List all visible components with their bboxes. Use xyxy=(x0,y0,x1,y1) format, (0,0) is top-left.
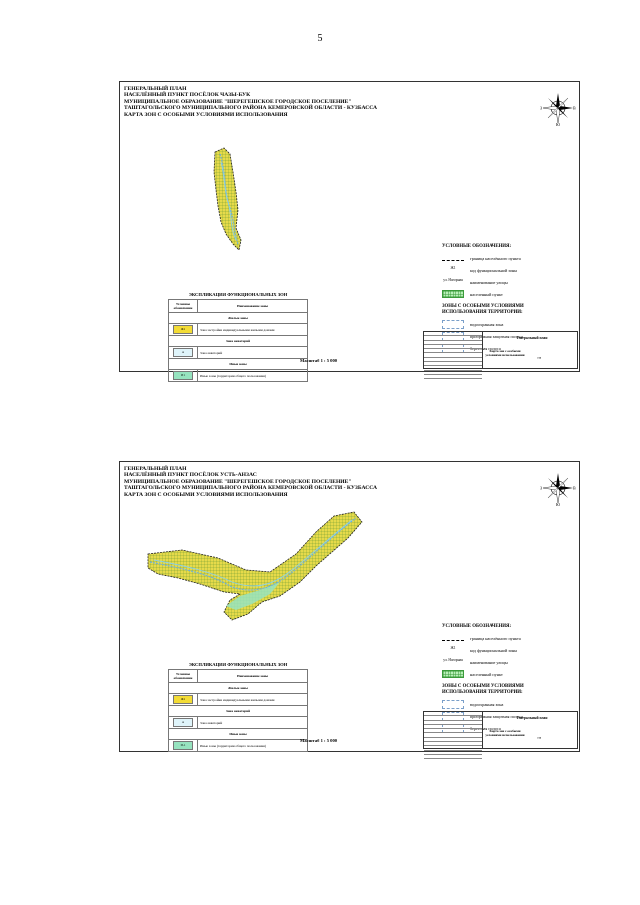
explication-title: ЭКСПЛИКАЦИЯ ФУНКЦИОНАЛЬНЫХ ЗОН xyxy=(188,662,288,667)
legend-item xyxy=(442,668,562,680)
legend-label: береговая полоса xyxy=(470,345,501,351)
section-label: Зона акваторий xyxy=(169,706,308,717)
explication-title: ЭКСПЛИКАЦИЯ ФУНКЦИОНАЛЬНЫХ ЗОН xyxy=(188,292,288,297)
zones-title: ЗОНЫ С ОСОБЫМИ УСЛОВИЯМИ ИСПОЛЬЗОВАНИЯ ТЕРРИТОРИИ: xyxy=(442,684,524,695)
legend-item xyxy=(442,644,562,656)
zone-name: Зона акваторий xyxy=(198,717,308,729)
zone-swatch: А xyxy=(173,718,193,727)
title-line: НАСЕЛЁННЫЙ ПУНКТ ПОСЁЛОК УСТЬ-АНЗАС xyxy=(124,472,257,479)
compass-west: З xyxy=(540,485,543,491)
title-line: НАСЕЛЁННЫЙ ПУНКТ ПОСЁЛОК ЧАЗЫ-БУК xyxy=(124,92,251,99)
settlement-grid-icon xyxy=(442,290,464,298)
table-row xyxy=(169,729,308,740)
table-row xyxy=(169,717,308,729)
title-stamp xyxy=(423,331,578,369)
explication-table xyxy=(168,669,308,752)
legend-label: наименование улицы xyxy=(470,659,508,665)
legend-label: прибрежная защитная полоса xyxy=(470,333,523,339)
compass-west: З xyxy=(540,105,543,111)
table-row xyxy=(169,359,308,370)
title-line: ГЕНЕРАЛЬНЫЙ ПЛАН xyxy=(124,86,187,92)
legend-label: код функциональной зоны xyxy=(470,647,518,653)
col-code-header: Условное обозначение xyxy=(169,300,198,313)
map-scale: Масштаб 1 : 5 000 xyxy=(300,358,338,363)
water-protection-icon xyxy=(442,700,464,709)
street-name-icon: ул. Нагорная xyxy=(443,658,463,662)
settlement-territory xyxy=(148,512,362,620)
stamp-signature-grid xyxy=(424,712,483,749)
title-line: ТАШТАГОЛЬСКОГО МУНИЦИПАЛЬНОГО РАЙОНА КЕМЕРОВСКОЙ ОБЛАСТИ - КУЗБАССА xyxy=(124,485,378,492)
map-sheet-ust-anzas xyxy=(119,461,580,752)
boundary-line-icon xyxy=(442,260,464,261)
section-label: Жилые зоны xyxy=(169,683,308,694)
zone-swatch: И1 xyxy=(173,371,193,380)
explication xyxy=(168,292,308,382)
stamp-number: 7/8 xyxy=(537,356,542,360)
legend-label: прибрежная защитная полоса xyxy=(470,713,523,719)
legend-item xyxy=(442,252,562,264)
explication-table xyxy=(168,299,308,382)
zone-swatch: И-1 xyxy=(173,741,193,750)
legend-title: УСЛОВНЫЕ ОБОЗНАЧЕНИЯ: xyxy=(442,624,512,629)
title-line: ГЕНЕРАЛЬНЫЙ ПЛАН xyxy=(124,466,187,472)
compass-east: В xyxy=(573,105,576,111)
legend-item xyxy=(442,276,562,288)
title-line: МУНИЦИПАЛЬНОЕ ОБРАЗОВАНИЕ "ШЕРЕГЕШСКОЕ ГОРОДСКОЕ ПОСЕЛЕНИЕ" xyxy=(124,478,352,485)
title-line: КАРТА ЗОН С ОСОБЫМИ УСЛОВИЯМИ ИСПОЛЬЗОВАНИЯ xyxy=(124,491,288,498)
legend-item xyxy=(442,288,562,300)
zone-code-icon: Ж1 xyxy=(450,646,456,650)
zone-name: Зона застройки индивидуальными жилыми домами xyxy=(198,694,308,706)
settlement-grid-icon xyxy=(442,670,464,678)
map-title xyxy=(124,466,377,498)
legend-label: граница населённого пункта xyxy=(470,255,521,261)
table-row xyxy=(169,740,308,752)
map-title xyxy=(124,86,377,118)
zone-swatch: Ж1 xyxy=(173,695,193,704)
table-row xyxy=(169,324,308,336)
water-protection-icon xyxy=(442,320,464,329)
compass-east: В xyxy=(573,485,576,491)
legend-label: водоохранная зона xyxy=(470,701,504,707)
table-row xyxy=(169,683,308,694)
legend-label: наименование улицы xyxy=(470,279,508,285)
legend-label: населенный пункт xyxy=(470,671,503,677)
stamp-number: 7/8 xyxy=(537,736,542,740)
zone-name: Зона акваторий xyxy=(198,347,308,359)
table-row xyxy=(169,706,308,717)
col-name-header: Наименование зоны xyxy=(198,670,308,683)
map-scale: Масштаб 1 : 5 000 xyxy=(300,738,338,743)
map-sheet-chazy-buk xyxy=(119,81,580,378)
zone-name: Иные зоны (территории общего пользования) xyxy=(198,740,308,752)
legend-label: населенный пункт xyxy=(470,291,503,297)
zone-swatch: А xyxy=(173,348,193,357)
legend-label: береговая полоса xyxy=(470,725,501,731)
zone-code-icon: Ж1 xyxy=(450,266,456,270)
legend-item xyxy=(442,632,562,644)
table-row xyxy=(169,300,308,313)
compass-rose-icon xyxy=(540,90,576,126)
zone-swatch: Ж1 xyxy=(173,325,193,334)
legend-label: код функциональной зоны xyxy=(470,267,518,273)
stamp-name: Генеральный план xyxy=(516,336,548,340)
compass-rose-icon xyxy=(540,470,576,506)
zones-title: ЗОНЫ С ОСОБЫМИ УСЛОВИЯМИ ИСПОЛЬЗОВАНИЯ ТЕРРИТОРИИ: xyxy=(442,304,524,315)
legend-zone xyxy=(442,318,562,330)
boundary-line-icon xyxy=(442,640,464,641)
legend-label: водоохранная зона xyxy=(470,321,504,327)
compass-south: Ю xyxy=(556,502,561,506)
col-code-header: Условное обозначение xyxy=(169,670,198,683)
compass-south: Ю xyxy=(556,122,561,126)
legend-title: УСЛОВНЫЕ ОБОЗНАЧЕНИЯ: xyxy=(442,244,512,249)
table-row xyxy=(169,336,308,347)
table-row xyxy=(169,313,308,324)
legend-item xyxy=(442,264,562,276)
title-line: ТАШТАГОЛЬСКОГО МУНИЦИПАЛЬНОГО РАЙОНА КЕМЕРОВСКОЙ ОБЛАСТИ - КУЗБАССА xyxy=(124,105,378,112)
table-row xyxy=(169,370,308,382)
table-row xyxy=(169,347,308,359)
page-number: 5 xyxy=(317,33,323,44)
stamp-name: Генеральный план xyxy=(516,716,548,720)
section-label: Жилые зоны xyxy=(169,313,308,324)
section-label: Зона акваторий xyxy=(169,336,308,347)
table-row xyxy=(169,670,308,683)
explication xyxy=(168,662,308,752)
legend-item xyxy=(442,656,562,668)
zone-name: Иные зоны (территории общего пользования) xyxy=(198,370,308,382)
stamp-signature-grid xyxy=(424,332,483,369)
title-line: КАРТА ЗОН С ОСОБЫМИ УСЛОВИЯМИ ИСПОЛЬЗОВАНИЯ xyxy=(124,111,288,118)
stamp-sheet-title: Карта зон с особыми условиями использования xyxy=(485,729,525,737)
section-label: Иные зоны xyxy=(169,729,308,740)
title-stamp xyxy=(423,711,578,749)
zone-name: Зона застройки индивидуальными жилыми домами xyxy=(198,324,308,336)
title-line: МУНИЦИПАЛЬНОЕ ОБРАЗОВАНИЕ "ШЕРЕГЕШСКОЕ ГОРОДСКОЕ ПОСЕЛЕНИЕ" xyxy=(124,98,352,105)
section-label: Иные зоны xyxy=(169,359,308,370)
legend-zone xyxy=(442,698,562,710)
legend-label: граница населённого пункта xyxy=(470,635,521,641)
col-name-header: Наименование зоны xyxy=(198,300,308,313)
street-name-icon: ул. Нагорная xyxy=(443,278,463,282)
stamp-sheet-title: Карта зон с особыми условиями использования xyxy=(485,349,525,357)
table-row xyxy=(169,694,308,706)
